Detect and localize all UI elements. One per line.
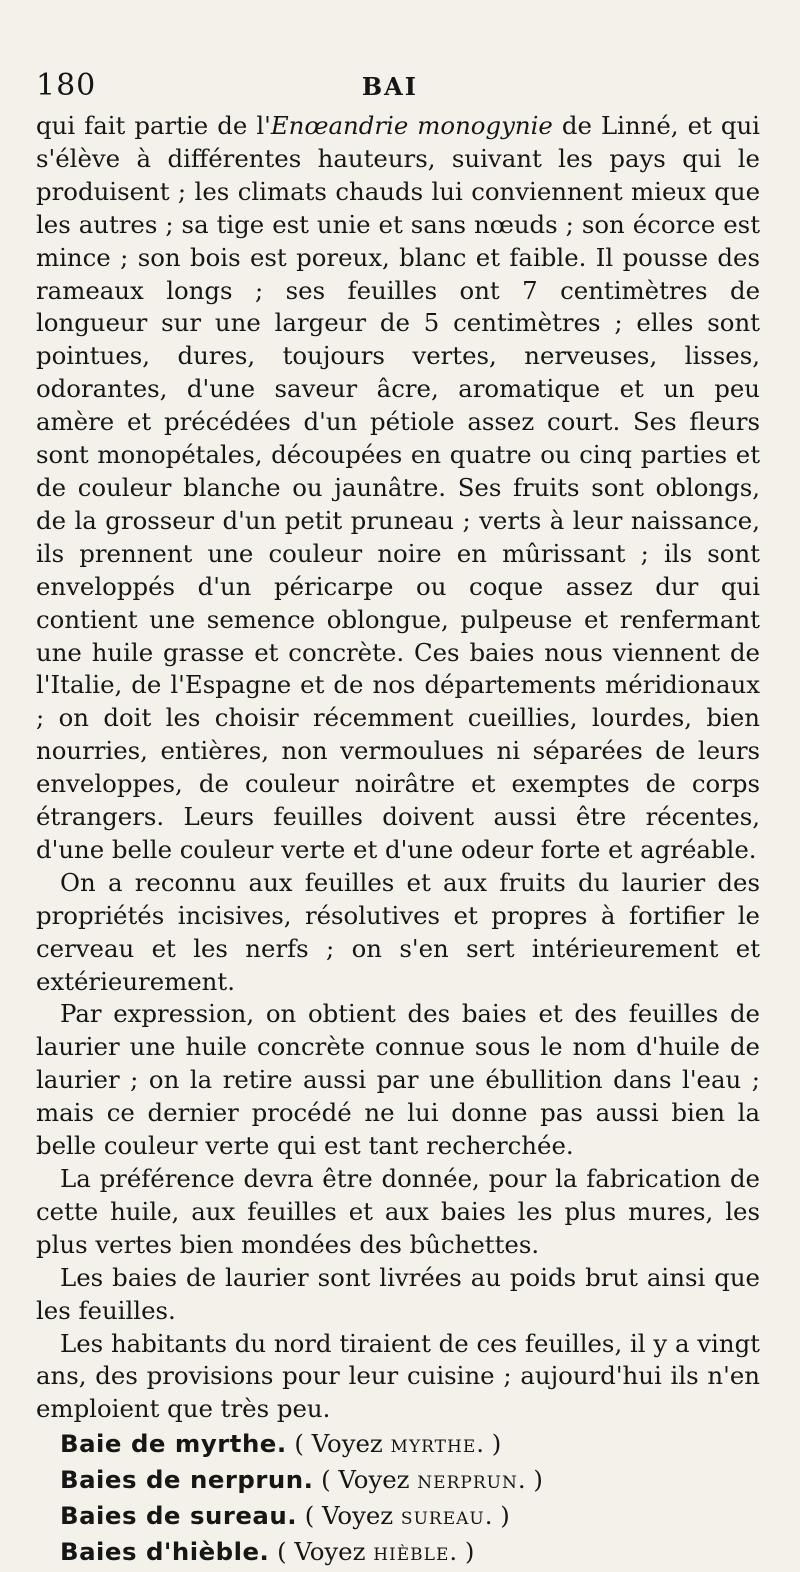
entry-see-open: ( Voyez [321,1465,418,1495]
entry-see-reference: SUREAU [400,1509,485,1530]
entry-see-open: ( Voyez [304,1501,401,1531]
entry-see-open: ( Voyez [294,1429,391,1459]
running-head: BAI [361,72,418,101]
paragraph: On a reconnu aux feuilles et aux fruits du laurier des propriétés incisives, résolutives et propres à fortifier le cerveau et les nerfs ; on s'en sert intérieurement et extérieurement. [36,867,760,996]
paragraph: La préférence devra être donnée, pour la fabrication de cette huile, aux feuilles et aux baies les plus mures, les plus vertes bien mondées des bûchettes. [36,1164,760,1259]
paragraph: Les habitants du nord tiraient de ces feuilles, il y a vingt ans, des provisions pour leur cuisine ; aujourd'hui ils n'en emploient que très peu. [36,1328,760,1424]
paragraph-text: de Linné, et qui s'élève à différentes hauteurs, suivant les pays qui le produisent ; les climats chauds lui conviennent mieux que les autres ; sa tige est unie et sans nœuds ; son écorce est mince ; son bois est poreux, blanc et faible. Il pousse des rameaux longs ; ses feuilles ont 7 centimètres de longueur sur une largeur de 5 centimètres ; elles sont pointues, dures, toujours vertes, nerveuses, lisses, odorantes, d'une saveur âcre, aromatique et un peu amère et précédées d'un pétiole assez court. Ses fleurs sont monopétales, découpées en quatre ou cinq parties et de couleur blanche ou jaunâtre. Ses fruits sont oblongs, de la grosseur d'un petit pruneau ; verts à leur naissance, ils prennent une couleur noire en mûrissant ; ils sont enveloppés d'un péricarpe ou coque assez dur qui contient une semence oblongue, pulpeuse et renfermant une huile grasse et concrète. Ces baies nous viennent de l'Italie, de l'Espagne et de nos départements méridionaux ; on doit les choisir récemment cueillies, lourdes, bien nourries, entières, non vermoulues ni séparées de leurs enveloppes, de couleur noirâtre et exemptes de corps étrangers. Leurs feuilles doivent aussi être récentes, d'une belle couleur verte et d'une odeur forte et agréable. [36,111,760,864]
page-header [36,68,760,108]
dictionary-entry [36,1536,760,1572]
page-number: 180 [36,68,97,103]
paragraph: Par expression, on obtient des baies et des feuilles de laurier une huile concrète connue sous le nom d'huile de laurier ; on la retire aussi par une ébullition dans l'eau ; mais ce dernier procédé ne lui donne pas aussi bien la belle couleur verte qui est tant recherchée. [36,999,760,1161]
dictionary-entry [36,1464,760,1500]
entry-headword: Baie de myrthe. [60,1429,287,1459]
dictionary-entries [36,1428,760,1572]
body-text [36,110,760,1426]
entry-headword: Baies de sureau. [60,1501,297,1531]
entry-see-reference: HIÈBLE [373,1544,450,1565]
entry-see-close: . ) [484,1501,510,1531]
paragraph-text: qui fait partie de l' [36,111,271,140]
entry-see-close: . ) [449,1536,475,1566]
entry-see-close: . ) [517,1465,543,1495]
entry-see-close: . ) [476,1429,502,1459]
dictionary-entry [36,1500,760,1536]
dictionary-entry [36,1428,760,1464]
italic-term: Enœandrie monogynie [270,111,553,140]
entry-headword: Baies d'hièble. [60,1536,270,1566]
entry-headword: Baies de nerprun. [60,1465,314,1495]
entry-see-reference: MYRTHE [390,1437,477,1458]
entry-see-open: ( Voyez [277,1536,374,1566]
paragraph: Les baies de laurier sont livrées au poids brut ainsi que les feuilles. [36,1262,760,1325]
paragraph [36,110,760,867]
entry-see-reference: NERPRUN [417,1473,518,1494]
